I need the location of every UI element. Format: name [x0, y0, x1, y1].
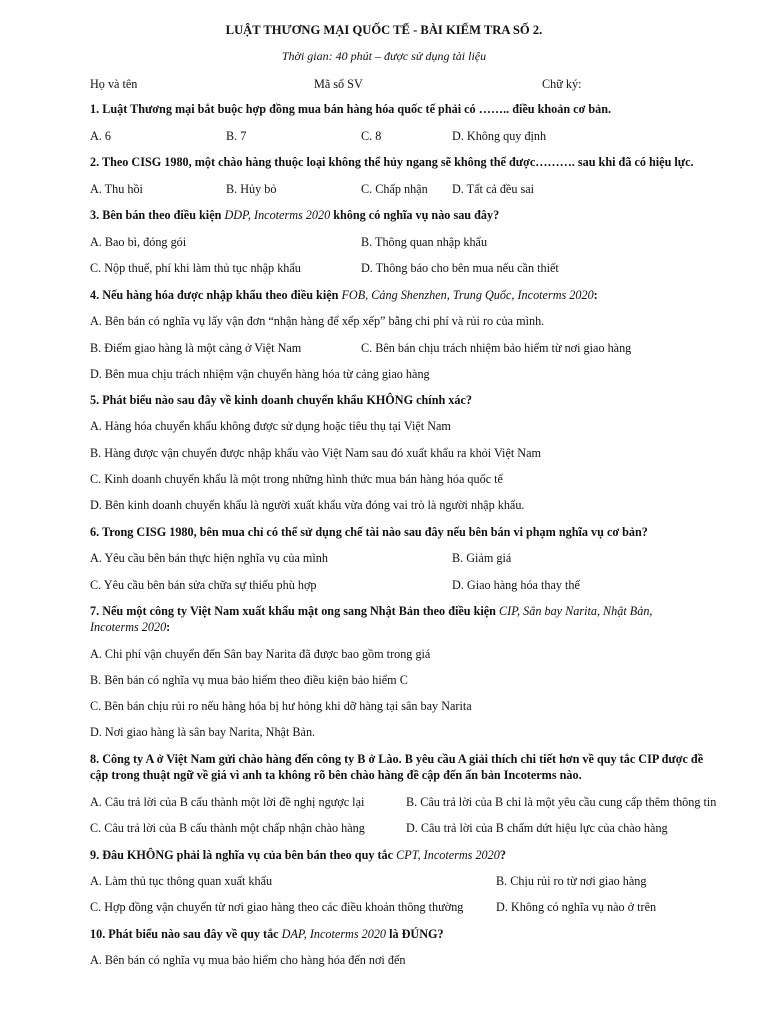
- header-signature-label: Chữ ký:: [542, 77, 582, 91]
- q6-option-a: A. Yêu cầu bên bán thực hiện nghĩa vụ của mình: [90, 551, 328, 565]
- q4-option-c: C. Bên bán chịu trách nhiệm bảo hiểm từ nơi giao hàng: [361, 341, 632, 355]
- q8-option-a: A. Câu trả lời của B cấu thành một lời đề nghị ngược lại: [90, 795, 365, 809]
- q9-option-c: C. Hợp đồng vận chuyển từ nơi giao hàng theo các điều khoản thông thường: [90, 900, 464, 914]
- q1-option-d: D. Không quy định: [452, 129, 547, 143]
- question-1: 1. Luật Thương mại bắt buộc hợp đồng mua bán hàng hóa quốc tế phải có …….. điều khoản cơ bản.: [90, 102, 612, 116]
- q2-option-a: A. Thu hồi: [90, 182, 143, 196]
- question-5: 5. Phát biểu nào sau đây về kinh doanh chuyển khẩu KHÔNG chính xác?: [90, 393, 472, 407]
- question-6: 6. Trong CISG 1980, bên mua chỉ có thể sử dụng chế tài nào sau đây nếu bên bán vi phạm nghĩa vụ cơ bản?: [90, 525, 648, 539]
- question-8-continued: cập trong thuật ngữ về giá vì anh ta không rõ bên chào hàng đề cập đến ấn bản Incoterms nào.: [90, 768, 582, 782]
- q2-option-d: D. Tất cả đều sai: [452, 182, 535, 196]
- header-student-id-label: Mã số SV: [314, 77, 363, 91]
- q9-option-d: D. Không có nghĩa vụ nào ở trên: [496, 900, 657, 914]
- q8-option-b: B. Câu trả lời của B chỉ là một yêu cầu cung cấp thêm thông tin: [406, 795, 717, 809]
- q5-option-d: D. Bên kinh doanh chuyển khẩu là người xuất khẩu vừa đóng vai trò là người nhập khẩu.: [90, 498, 525, 512]
- q5-option-a: A. Hàng hóa chuyển khẩu không được sử dụng hoặc tiêu thụ tại Việt Nam: [90, 419, 451, 433]
- q2-option-b: B. Hủy bỏ: [226, 182, 277, 196]
- q4-option-d: D. Bên mua chịu trách nhiệm vận chuyển hàng hóa từ cảng giao hàng: [90, 367, 430, 381]
- q5-option-b: B. Hàng được vận chuyển được nhập khẩu vào Việt Nam sau đó xuất khẩu ra khỏi Việt Nam: [90, 446, 541, 460]
- q1-option-b: B. 7: [226, 129, 247, 143]
- q1-option-c: C. 8: [361, 129, 382, 143]
- q6-option-d: D. Giao hàng hóa thay thế: [452, 578, 580, 592]
- q6-option-c: C. Yêu cầu bên bán sửa chữa sự thiếu phù hợp: [90, 578, 317, 592]
- question-9: 9. Đâu KHÔNG phải là nghĩa vụ của bên bán theo quy tắc CPT, Incoterms 2020?: [90, 848, 506, 862]
- q9-option-b: B. Chịu rủi ro từ nơi giao hàng: [496, 874, 647, 888]
- q3-option-a: A. Bao bì, đóng gói: [90, 235, 187, 249]
- page-title: LUẬT THƯƠNG MẠI QUỐC TẾ - BÀI KIỂM TRA SỐ 2.: [225, 23, 543, 37]
- q4-option-a: A. Bên bán có nghĩa vụ lấy vận đơn “nhận hàng để xếp xếp” bằng chi phí và rủi ro của mình.: [90, 314, 545, 328]
- q3-option-b: B. Thông quan nhập khẩu: [361, 235, 488, 249]
- header-name-label: Họ và tên: [90, 77, 138, 91]
- q7-option-a: A. Chi phí vận chuyển đến Sân bay Narita đã được bao gồm trong giá: [90, 647, 431, 661]
- q3-option-d: D. Thông báo cho bên mua nếu cần thiết: [361, 261, 559, 275]
- question-2: 2. Theo CISG 1980, một chào hàng thuộc loại không thể hủy ngang sẽ không thể được………. sau khi đã có hiệu lực.: [90, 155, 694, 169]
- q8-option-d: D. Câu trả lời của B chấm dứt hiệu lực của chào hàng: [406, 821, 668, 835]
- question-4: 4. Nếu hàng hóa được nhập khẩu theo điều kiện FOB, Cảng Shenzhen, Trung Quốc, Incoterms 2020:: [90, 288, 598, 302]
- q4-option-b: B. Điểm giao hàng là một cảng ở Việt Nam: [90, 341, 302, 355]
- q5-option-c: C. Kinh doanh chuyển khẩu là một trong những hình thức mua bán hàng hóa quốc tế: [90, 472, 503, 486]
- question-10: 10. Phát biểu nào sau đây về quy tắc DAP, Incoterms 2020 là ĐÚNG?: [90, 927, 444, 941]
- q10-option-a: A. Bên bán có nghĩa vụ mua bảo hiểm cho hàng hóa đến nơi đến: [90, 953, 406, 967]
- question-7-continued: Incoterms 2020:: [90, 620, 171, 634]
- q9-option-a: A. Làm thủ tục thông quan xuất khẩu: [90, 874, 273, 888]
- q6-option-b: B. Giảm giá: [452, 551, 512, 565]
- question-8: 8. Công ty A ở Việt Nam gửi chào hàng đến công ty B ở Lào. B yêu cầu A giải thích chi tiết hơn về quy tắc CIP được đề: [90, 752, 704, 766]
- q8-option-c: C. Câu trả lời của B cấu thành một chấp nhận chào hàng: [90, 821, 365, 835]
- q1-option-a: A. 6: [90, 129, 111, 143]
- page-subtitle: Thời gian: 40 phút – được sử dụng tài liệu: [281, 49, 487, 63]
- q3-option-c: C. Nộp thuế, phí khi làm thủ tục nhập khẩu: [90, 261, 301, 275]
- question-7: 7. Nếu một công ty Việt Nam xuất khẩu mật ong sang Nhật Bản theo điều kiện CIP, Sân bay Narita, Nhật Bản,: [90, 604, 653, 618]
- q7-option-d: D. Nơi giao hàng là sân bay Narita, Nhật Bản.: [90, 725, 316, 739]
- question-3: 3. Bên bán theo điều kiện DDP, Incoterms 2020 không có nghĩa vụ nào sau đây?: [90, 208, 500, 222]
- q7-option-b: B. Bên bán có nghĩa vụ mua bảo hiểm theo điều kiện bảo hiểm C: [90, 673, 408, 687]
- q7-option-c: C. Bên bán chịu rủi ro nếu hàng hóa bị hư hỏng khi dỡ hàng tại sân bay Narita: [90, 699, 472, 713]
- q2-option-c: C. Chấp nhận: [361, 182, 428, 196]
